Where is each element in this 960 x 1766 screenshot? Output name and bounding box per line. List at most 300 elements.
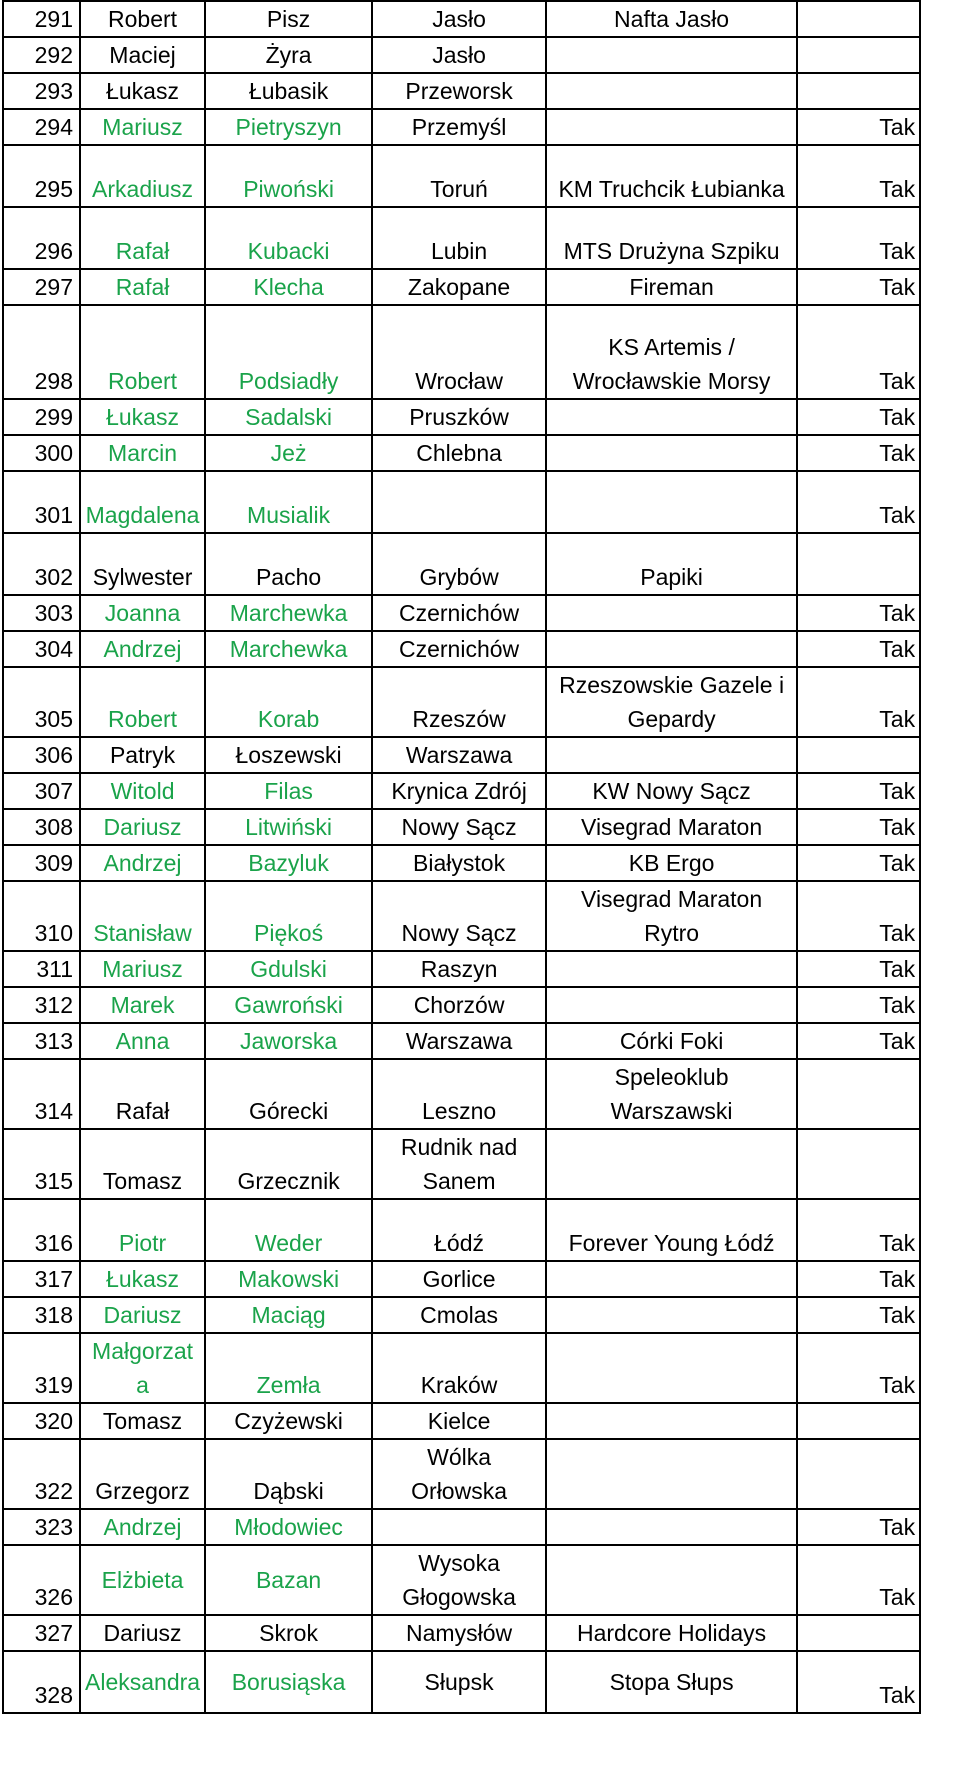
last-name-cell <box>205 1545 372 1615</box>
last-name-text: Klecha <box>253 274 324 300</box>
table-row <box>3 1403 920 1439</box>
table-row <box>3 109 920 145</box>
city-cell <box>372 951 546 987</box>
row-number-text: 317 <box>34 1266 73 1292</box>
club-cell <box>546 1 797 37</box>
confirmation-text: Tak <box>879 440 916 466</box>
club-cell <box>546 109 797 145</box>
club-cell <box>546 1403 797 1439</box>
club-text: Forever Young Łódź <box>568 1230 775 1256</box>
confirmation-cell <box>797 399 920 435</box>
row-number-text: 319 <box>34 1372 73 1398</box>
row-number-text: 313 <box>34 1028 73 1054</box>
city-text: Przemyśl <box>411 114 507 140</box>
city-cell <box>372 435 546 471</box>
last-name-cell <box>205 1439 372 1509</box>
last-name-cell <box>205 533 372 595</box>
first-name-cell <box>80 737 205 773</box>
first-name-text: Rafał <box>115 238 170 264</box>
table-row <box>3 773 920 809</box>
row-number-text: 322 <box>34 1478 73 1504</box>
table-row <box>3 595 920 631</box>
city-cell <box>372 1059 546 1129</box>
confirmation-cell <box>797 773 920 809</box>
last-name-cell <box>205 305 372 399</box>
city-text: Przeworsk <box>405 78 513 104</box>
confirmation-cell <box>797 1651 920 1713</box>
confirmation-cell <box>797 1261 920 1297</box>
first-name-cell <box>80 145 205 207</box>
city-text: Czernichów <box>399 636 520 662</box>
confirmation-text: Tak <box>879 1514 916 1540</box>
first-name-text: Andrzej <box>103 850 182 876</box>
last-name-text: Piękoś <box>254 920 324 946</box>
confirmation-cell <box>797 881 920 951</box>
club-cell <box>546 533 797 595</box>
row-number-cell <box>3 73 80 109</box>
club-cell <box>546 435 797 471</box>
row-number-text: 295 <box>34 176 73 202</box>
confirmation-text: Tak <box>879 368 916 394</box>
club-text: Speleoklub Warszawski <box>610 1064 733 1124</box>
city-cell <box>372 1199 546 1261</box>
last-name-cell <box>205 269 372 305</box>
club-cell <box>546 1297 797 1333</box>
city-text: Leszno <box>421 1098 497 1124</box>
row-number-text: 304 <box>34 636 73 662</box>
row-number-text: 314 <box>34 1098 73 1124</box>
confirmation-text: Tak <box>879 238 916 264</box>
first-name-cell <box>80 1129 205 1199</box>
table-row <box>3 1333 920 1403</box>
club-cell <box>546 399 797 435</box>
last-name-text: Pietryszyn <box>235 114 342 140</box>
club-cell <box>546 305 797 399</box>
first-name-text: Marek <box>110 992 175 1018</box>
first-name-text: Łukasz <box>106 1266 179 1292</box>
row-number-cell <box>3 37 80 73</box>
first-name-cell <box>80 399 205 435</box>
last-name-cell <box>205 435 372 471</box>
confirmation-cell <box>797 1509 920 1545</box>
row-number-cell <box>3 1 80 37</box>
club-text: Visegrad Maraton <box>581 814 763 840</box>
city-cell <box>372 1403 546 1439</box>
city-cell <box>372 1 546 37</box>
row-number-cell <box>3 773 80 809</box>
first-name-cell <box>80 207 205 269</box>
confirmation-cell <box>797 809 920 845</box>
first-name-cell <box>80 1545 205 1615</box>
last-name-cell <box>205 1403 372 1439</box>
first-name-text: Sylwester <box>92 564 193 590</box>
row-number-text: 300 <box>34 440 73 466</box>
city-text: Chorzów <box>413 992 505 1018</box>
last-name-cell <box>205 399 372 435</box>
table-row <box>3 1297 920 1333</box>
table-row <box>3 37 920 73</box>
table-row <box>3 1509 920 1545</box>
confirmation-cell <box>797 1059 920 1129</box>
last-name-cell <box>205 1199 372 1261</box>
city-cell <box>372 399 546 435</box>
last-name-cell <box>205 951 372 987</box>
last-name-cell <box>205 73 372 109</box>
city-text: Namysłów <box>406 1620 513 1646</box>
last-name-cell <box>205 471 372 533</box>
last-name-cell <box>205 1059 372 1129</box>
row-number-text: 299 <box>34 404 73 430</box>
confirmation-text: Tak <box>879 114 916 140</box>
club-cell <box>546 987 797 1023</box>
first-name-text: Anna <box>115 1028 170 1054</box>
table-row <box>3 533 920 595</box>
confirmation-text: Tak <box>879 636 916 662</box>
last-name-cell <box>205 1615 372 1651</box>
city-cell <box>372 773 546 809</box>
row-number-cell <box>3 667 80 737</box>
club-cell <box>546 1439 797 1509</box>
last-name-cell <box>205 1297 372 1333</box>
table-row <box>3 1651 920 1713</box>
first-name-text: Grzegorz <box>95 1478 190 1504</box>
city-cell <box>372 631 546 667</box>
first-name-text: Piotr <box>118 1230 167 1256</box>
club-cell <box>546 1509 797 1545</box>
row-number-cell <box>3 1333 80 1403</box>
city-text: Zakopane <box>407 274 511 300</box>
first-name-cell <box>80 631 205 667</box>
confirmation-cell <box>797 1545 920 1615</box>
row-number-cell <box>3 1439 80 1509</box>
club-cell <box>546 37 797 73</box>
first-name-cell <box>80 667 205 737</box>
city-cell <box>372 269 546 305</box>
row-number-text: 303 <box>34 600 73 626</box>
first-name-text: Elżbieta <box>101 1567 184 1593</box>
first-name-cell <box>80 1333 205 1403</box>
row-number-text: 308 <box>34 814 73 840</box>
confirmation-cell <box>797 145 920 207</box>
confirmation-cell <box>797 1333 920 1403</box>
first-name-text: Andrzej <box>103 636 182 662</box>
table-row <box>3 1439 920 1509</box>
confirmation-cell <box>797 1297 920 1333</box>
club-text: Fireman <box>629 274 714 300</box>
city-text: Wólka Orłowska <box>411 1444 507 1504</box>
city-text: Warszawa <box>405 742 513 768</box>
last-name-text: Gawroński <box>234 992 343 1018</box>
club-text: Rzeszowskie Gazele i Gepardy <box>559 672 785 732</box>
last-name-text: Dąbski <box>253 1478 324 1504</box>
club-text: Hardcore Holidays <box>576 1620 767 1646</box>
row-number-cell <box>3 269 80 305</box>
row-number-text: 312 <box>34 992 73 1018</box>
row-number-text: 301 <box>34 502 73 528</box>
last-name-text: Bazan <box>255 1567 322 1593</box>
row-number-text: 297 <box>34 274 73 300</box>
confirmation-text: Tak <box>879 1266 916 1292</box>
row-number-cell <box>3 737 80 773</box>
row-number-cell <box>3 1615 80 1651</box>
confirmation-cell <box>797 1615 920 1651</box>
confirmation-cell <box>797 109 920 145</box>
city-text: Wysoka Głogowska <box>402 1550 516 1610</box>
city-text: Słupsk <box>424 1669 494 1695</box>
last-name-cell <box>205 667 372 737</box>
table-row <box>3 737 920 773</box>
table-row <box>3 1199 920 1261</box>
table-row <box>3 1 920 37</box>
city-cell <box>372 1615 546 1651</box>
club-text: Nafta Jasło <box>614 6 730 32</box>
confirmation-text: Tak <box>879 404 916 430</box>
first-name-text: Marcin <box>108 440 178 466</box>
club-cell <box>546 809 797 845</box>
row-number-cell <box>3 881 80 951</box>
last-name-text: Łoszewski <box>235 742 342 768</box>
confirmation-cell <box>797 207 920 269</box>
row-number-cell <box>3 951 80 987</box>
confirmation-cell <box>797 471 920 533</box>
city-cell <box>372 1297 546 1333</box>
last-name-text: Korab <box>257 706 320 732</box>
row-number-cell <box>3 471 80 533</box>
row-number-cell <box>3 595 80 631</box>
confirmation-text: Tak <box>879 600 916 626</box>
city-text: Czernichów <box>399 600 520 626</box>
club-text: Papiki <box>640 564 703 590</box>
last-name-text: Młodowiec <box>234 1514 343 1540</box>
confirmation-cell <box>797 1439 920 1509</box>
club-cell <box>546 773 797 809</box>
row-number-cell <box>3 207 80 269</box>
city-cell <box>372 881 546 951</box>
city-text: Cmolas <box>420 1302 499 1328</box>
row-number-text: 311 <box>36 956 73 982</box>
first-name-cell <box>80 773 205 809</box>
last-name-cell <box>205 1509 372 1545</box>
first-name-cell <box>80 109 205 145</box>
club-text: KW Nowy Sącz <box>592 778 751 804</box>
row-number-text: 328 <box>34 1682 73 1708</box>
last-name-text: Borusiąska <box>231 1669 346 1695</box>
confirmation-text: Tak <box>879 1028 916 1054</box>
last-name-text: Podsiadły <box>238 368 339 394</box>
row-number-cell <box>3 1199 80 1261</box>
first-name-text: Robert <box>108 368 178 394</box>
city-text: Rudnik nad Sanem <box>400 1134 518 1194</box>
club-text: KB Ergo <box>628 850 715 876</box>
row-number-text: 326 <box>34 1584 73 1610</box>
club-cell <box>546 145 797 207</box>
first-name-cell <box>80 1439 205 1509</box>
first-name-cell <box>80 951 205 987</box>
confirmation-text: Tak <box>879 1584 916 1610</box>
table-row <box>3 471 920 533</box>
last-name-cell <box>205 987 372 1023</box>
first-name-text: Tomasz <box>102 1408 183 1434</box>
row-number-cell <box>3 1261 80 1297</box>
confirmation-cell <box>797 987 920 1023</box>
last-name-cell <box>205 737 372 773</box>
row-number-cell <box>3 1403 80 1439</box>
club-cell <box>546 1023 797 1059</box>
participants-table <box>2 0 921 1714</box>
confirmation-text: Tak <box>879 1372 916 1398</box>
row-number-cell <box>3 145 80 207</box>
row-number-cell <box>3 533 80 595</box>
first-name-cell <box>80 1615 205 1651</box>
city-cell <box>372 1509 546 1545</box>
last-name-text: Grzecznik <box>237 1168 340 1194</box>
first-name-cell <box>80 73 205 109</box>
last-name-cell <box>205 809 372 845</box>
first-name-cell <box>80 987 205 1023</box>
row-number-cell <box>3 1297 80 1333</box>
first-name-cell <box>80 845 205 881</box>
last-name-text: Makowski <box>238 1266 340 1292</box>
city-cell <box>372 987 546 1023</box>
last-name-text: Marchewka <box>229 636 348 662</box>
club-cell <box>546 881 797 951</box>
row-number-text: 327 <box>34 1620 73 1646</box>
city-cell <box>372 1261 546 1297</box>
row-number-text: 323 <box>34 1514 73 1540</box>
row-number-text: 302 <box>34 564 73 590</box>
row-number-text: 306 <box>34 742 73 768</box>
confirmation-cell <box>797 845 920 881</box>
last-name-text: Marchewka <box>229 600 348 626</box>
first-name-text: Rafał <box>115 274 170 300</box>
last-name-text: Weder <box>254 1230 323 1256</box>
first-name-cell <box>80 1023 205 1059</box>
table-row <box>3 631 920 667</box>
table-row <box>3 881 920 951</box>
confirmation-cell <box>797 1199 920 1261</box>
club-cell <box>546 269 797 305</box>
row-number-cell <box>3 1509 80 1545</box>
table-row <box>3 809 920 845</box>
last-name-text: Skrok <box>259 1620 318 1646</box>
first-name-text: Maciej <box>109 42 176 68</box>
confirmation-cell <box>797 269 920 305</box>
row-number-text: 298 <box>34 368 73 394</box>
first-name-cell <box>80 1059 205 1129</box>
city-text: Jasło <box>432 42 486 68</box>
city-cell <box>372 145 546 207</box>
last-name-text: Pacho <box>255 564 322 590</box>
first-name-cell <box>80 1199 205 1261</box>
row-number-text: 307 <box>34 778 73 804</box>
city-text: Toruń <box>430 176 488 202</box>
table-row <box>3 951 920 987</box>
confirmation-cell <box>797 305 920 399</box>
city-text: Nowy Sącz <box>401 920 517 946</box>
last-name-text: Kubacki <box>247 238 330 264</box>
first-name-text: Arkadiusz <box>92 176 194 202</box>
confirmation-text: Tak <box>879 1682 916 1708</box>
club-text: KM Truchcik Łubianka <box>558 176 785 202</box>
club-cell <box>546 1059 797 1129</box>
row-number-cell <box>3 845 80 881</box>
city-cell <box>372 207 546 269</box>
city-text: Białystok <box>413 850 506 876</box>
club-cell <box>546 737 797 773</box>
last-name-text: Czyżewski <box>234 1408 343 1434</box>
first-name-cell <box>80 305 205 399</box>
first-name-text: Stanisław <box>93 920 192 946</box>
city-cell <box>372 305 546 399</box>
city-cell <box>372 37 546 73</box>
last-name-text: Litwiński <box>245 814 333 840</box>
club-text: Visegrad Maraton Rytro <box>581 886 763 946</box>
first-name-text: Rafał <box>115 1098 170 1124</box>
first-name-cell <box>80 1261 205 1297</box>
city-cell <box>372 1023 546 1059</box>
club-text: Stopa Słups <box>609 1669 734 1695</box>
table-row <box>3 1545 920 1615</box>
city-text: Kraków <box>420 1372 498 1398</box>
row-number-text: 292 <box>34 42 73 68</box>
last-name-cell <box>205 109 372 145</box>
confirmation-cell <box>797 737 920 773</box>
row-number-cell <box>3 1545 80 1615</box>
city-text: Krynica Zdrój <box>391 778 527 804</box>
row-number-text: 318 <box>34 1302 73 1328</box>
city-text: Nowy Sącz <box>401 814 517 840</box>
club-cell <box>546 1333 797 1403</box>
table-row <box>3 305 920 399</box>
confirmation-text: Tak <box>879 778 916 804</box>
first-name-text: Łukasz <box>106 404 179 430</box>
table-row <box>3 1023 920 1059</box>
first-name-text: Robert <box>108 6 178 32</box>
city-cell <box>372 109 546 145</box>
first-name-text: Małgorzat a <box>92 1338 194 1398</box>
row-number-text: 316 <box>34 1230 73 1256</box>
first-name-cell <box>80 881 205 951</box>
club-cell <box>546 845 797 881</box>
first-name-text: Patryk <box>109 742 176 768</box>
last-name-text: Bazyluk <box>248 850 329 876</box>
last-name-cell <box>205 845 372 881</box>
city-text: Kielce <box>427 1408 491 1434</box>
first-name-text: Mariusz <box>102 114 183 140</box>
confirmation-text: Tak <box>879 920 916 946</box>
last-name-cell <box>205 145 372 207</box>
confirmation-text: Tak <box>879 176 916 202</box>
confirmation-text: Tak <box>879 1302 916 1328</box>
first-name-text: Witold <box>110 778 175 804</box>
first-name-text: Tomasz <box>102 1168 183 1194</box>
confirmation-text: Tak <box>879 956 916 982</box>
table-row <box>3 269 920 305</box>
confirmation-text: Tak <box>879 814 916 840</box>
row-number-text: 320 <box>34 1408 73 1434</box>
last-name-cell <box>205 37 372 73</box>
table-row <box>3 1615 920 1651</box>
row-number-cell <box>3 435 80 471</box>
confirmation-text: Tak <box>879 850 916 876</box>
club-text: MTS Drużyna Szpiku <box>563 238 780 264</box>
confirmation-cell <box>797 1403 920 1439</box>
row-number-text: 305 <box>34 706 73 732</box>
last-name-text: Łubasik <box>248 78 329 104</box>
city-text: Gorlice <box>422 1266 496 1292</box>
first-name-cell <box>80 809 205 845</box>
confirmation-cell <box>797 435 920 471</box>
